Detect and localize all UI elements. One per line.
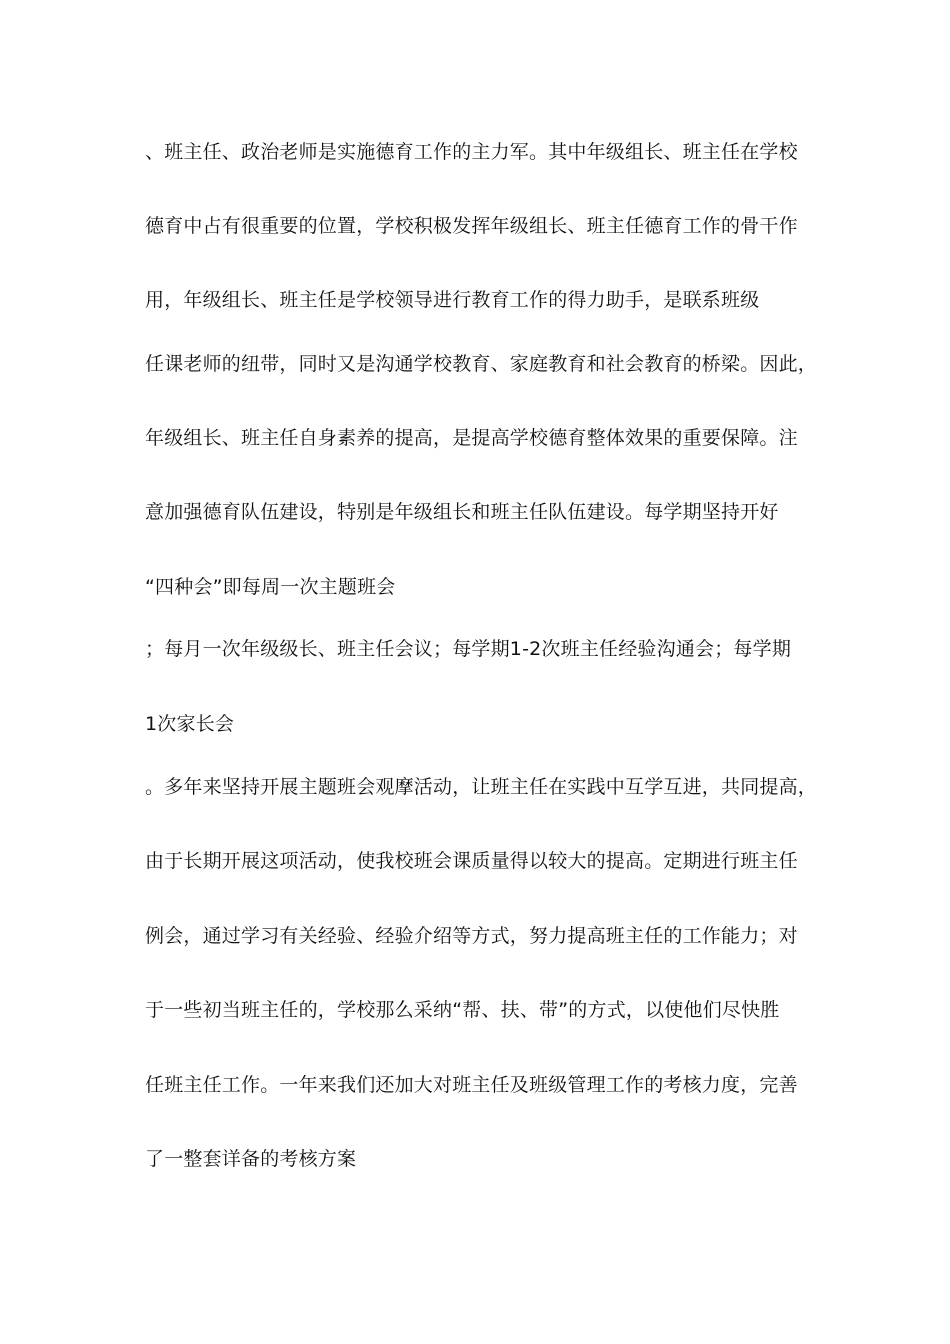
paragraph-line: 于一些初当班主任的，学校那么采纳“帮、扶、带”的方式，以使他们尽快胜 — [145, 999, 780, 1021]
paragraph-line: “四种会”即每周一次主题班会 — [145, 576, 396, 598]
paragraph-line: 。多年来坚持开展主题班会观摩活动，让班主任在实践中互学互进，共同提高， — [145, 776, 818, 798]
paragraph-line: 任班主任工作。一年来我们还加大对班主任及班级管理工作的考核力度，完善 — [145, 1074, 798, 1096]
paragraph-line: 、班主任、政治老师是实施德育工作的主力军。其中年级组长、班主任在学校 — [145, 141, 798, 163]
paragraph-line: ；每月一次年级级长、班主任会议；每学期1-2次班主任经验沟通会；每学期 — [145, 638, 792, 660]
paragraph-line: 年级组长、班主任自身素养的提高，是提高学校德育整体效果的重要保障。注 — [145, 427, 798, 449]
paragraph-line: 例会，通过学习有关经验、经验介绍等方式，努力提高班主任的工作能力；对 — [145, 925, 798, 947]
paragraph-line: 了一整套详备的考核方案 — [145, 1148, 357, 1170]
paragraph-line: 任课老师的纽带，同时又是沟通学校教育、家庭教育和社会教育的桥梁。因此， — [145, 353, 818, 375]
paragraph-line: 用，年级组长、班主任是学校领导进行教育工作的得力助手，是联系班级 — [145, 289, 760, 311]
paragraph-line: 意加强德育队伍建设，特别是年级组长和班主任队伍建设。每学期坚持开好 — [145, 501, 779, 523]
paragraph-line: 德育中占有很重要的位置，学校积极发挥年级组长、班主任德育工作的骨干作 — [145, 215, 798, 237]
paragraph-line: 由于长期开展这项活动，使我校班会课质量得以较大的提高。定期进行班主任 — [145, 850, 798, 872]
paragraph-line: 1次家长会 — [145, 713, 235, 735]
